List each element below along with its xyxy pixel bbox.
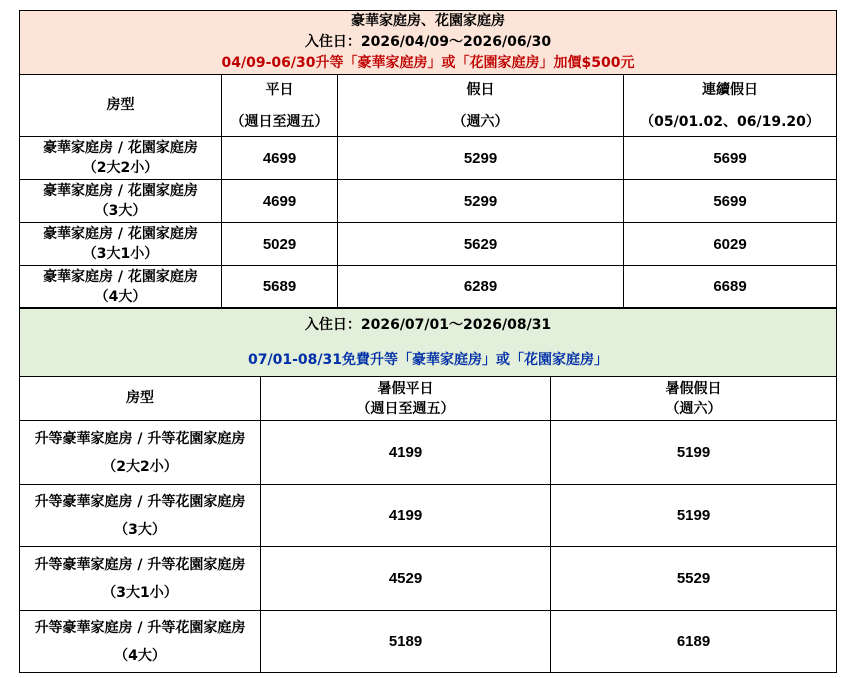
price-table-summer <box>19 308 837 673</box>
table-row <box>20 421 837 485</box>
room-name: 豪華家庭房 / 花園家庭房 <box>43 226 198 242</box>
room-occupancy: （4大） <box>114 647 166 664</box>
header-summer-weekday <box>261 377 551 421</box>
room-type-cell <box>20 547 261 611</box>
section2-checkin-dates: 入住日：2026/07/01～2026/08/31 <box>304 316 552 333</box>
room-type-cell <box>20 137 222 180</box>
header-weekday-label: 平日 <box>265 81 294 98</box>
header-long-holiday-note: （05/01.02、06/19.20） <box>640 113 820 130</box>
room-name: 豪華家庭房 / 花園家庭房 <box>43 183 198 199</box>
table-row <box>20 485 837 547</box>
section2-upgrade-notice: 07/01-08/31免費升等「豪華家庭房」或「花園家庭房」 <box>248 351 608 368</box>
holiday-price: 5629 <box>338 223 624 266</box>
summer-holiday-price: 5199 <box>551 485 837 547</box>
section1-header <box>20 11 837 75</box>
room-occupancy: （3大） <box>114 521 166 538</box>
section1-column-headers <box>20 75 837 137</box>
room-type-cell <box>20 421 261 485</box>
room-name: 升等豪華家庭房 / 升等花園家庭房 <box>34 430 246 447</box>
room-name: 升等豪華家庭房 / 升等花園家庭房 <box>34 556 246 573</box>
room-name: 豪華家庭房 / 花園家庭房 <box>43 268 198 285</box>
table-row <box>20 137 837 180</box>
long-holiday-price: 5699 <box>624 180 837 223</box>
header-summer-holiday-note: （週六） <box>665 400 722 417</box>
header-summer-weekday-label: 暑假平日 <box>377 380 434 397</box>
header-holiday-label: 假日 <box>466 81 495 98</box>
room-occupancy: （2大2小） <box>102 458 178 475</box>
room-occupancy: （3大1小） <box>102 584 178 601</box>
section2-header <box>20 309 837 377</box>
header-summer-holiday-label: 暑假假日 <box>665 380 722 397</box>
room-type-cell <box>20 180 222 223</box>
holiday-price: 6289 <box>338 266 624 308</box>
table-row <box>20 611 837 673</box>
room-type-cell <box>20 611 261 673</box>
section2-column-headers <box>20 377 837 421</box>
summer-holiday-price: 5529 <box>551 547 837 611</box>
room-type-cell <box>20 485 261 547</box>
room-occupancy: （4大） <box>94 288 147 305</box>
weekday-price: 4699 <box>222 180 338 223</box>
header-long-holiday <box>624 75 837 137</box>
room-type-cell <box>20 223 222 266</box>
room-occupancy: （3大） <box>94 203 147 219</box>
section1-checkin-dates: 入住日：2026/04/09～2026/06/30 <box>304 34 552 50</box>
summer-weekday-price: 5189 <box>261 611 551 673</box>
room-name: 豪華家庭房 / 花園家庭房 <box>43 140 198 156</box>
summer-holiday-price: 6189 <box>551 611 837 673</box>
weekday-price: 5029 <box>222 223 338 266</box>
weekday-price: 5689 <box>222 266 338 308</box>
table-row <box>20 547 837 611</box>
holiday-price: 5299 <box>338 137 624 180</box>
summer-weekday-price: 4529 <box>261 547 551 611</box>
section1-header-row <box>20 11 837 75</box>
room-occupancy: （3大1小） <box>82 246 159 262</box>
header-room-type: 房型 <box>20 377 261 421</box>
header-weekday-note: （週日至週五） <box>230 113 329 130</box>
room-occupancy: （2大2小） <box>82 160 159 176</box>
weekday-price: 4699 <box>222 137 338 180</box>
room-name: 升等豪華家庭房 / 升等花園家庭房 <box>34 619 246 636</box>
section1-title: 豪華家庭房、花園家庭房 <box>351 13 505 29</box>
price-table-spring <box>19 10 837 308</box>
room-name: 升等豪華家庭房 / 升等花園家庭房 <box>34 493 246 510</box>
header-summer-weekday-note: （週日至週五） <box>356 400 455 417</box>
section1-upgrade-notice: 04/09-06/30升等「豪華家庭房」或「花園家庭房」加價$500元 <box>221 55 635 71</box>
header-holiday-note: （週六） <box>452 113 509 130</box>
room-type-cell <box>20 266 222 308</box>
long-holiday-price: 5699 <box>624 137 837 180</box>
summer-weekday-price: 4199 <box>261 485 551 547</box>
table-row <box>20 180 837 223</box>
table-row <box>20 223 837 266</box>
header-room-type: 房型 <box>20 75 222 137</box>
long-holiday-price: 6689 <box>624 266 837 308</box>
long-holiday-price: 6029 <box>624 223 837 266</box>
summer-weekday-price: 4199 <box>261 421 551 485</box>
summer-holiday-price: 5199 <box>551 421 837 485</box>
header-weekday <box>222 75 338 137</box>
section2-header-row <box>20 309 837 377</box>
header-long-holiday-label: 連續假日 <box>702 81 758 98</box>
table-row <box>20 266 837 308</box>
header-holiday <box>338 75 624 137</box>
header-summer-holiday <box>551 377 837 421</box>
holiday-price: 5299 <box>338 180 624 223</box>
